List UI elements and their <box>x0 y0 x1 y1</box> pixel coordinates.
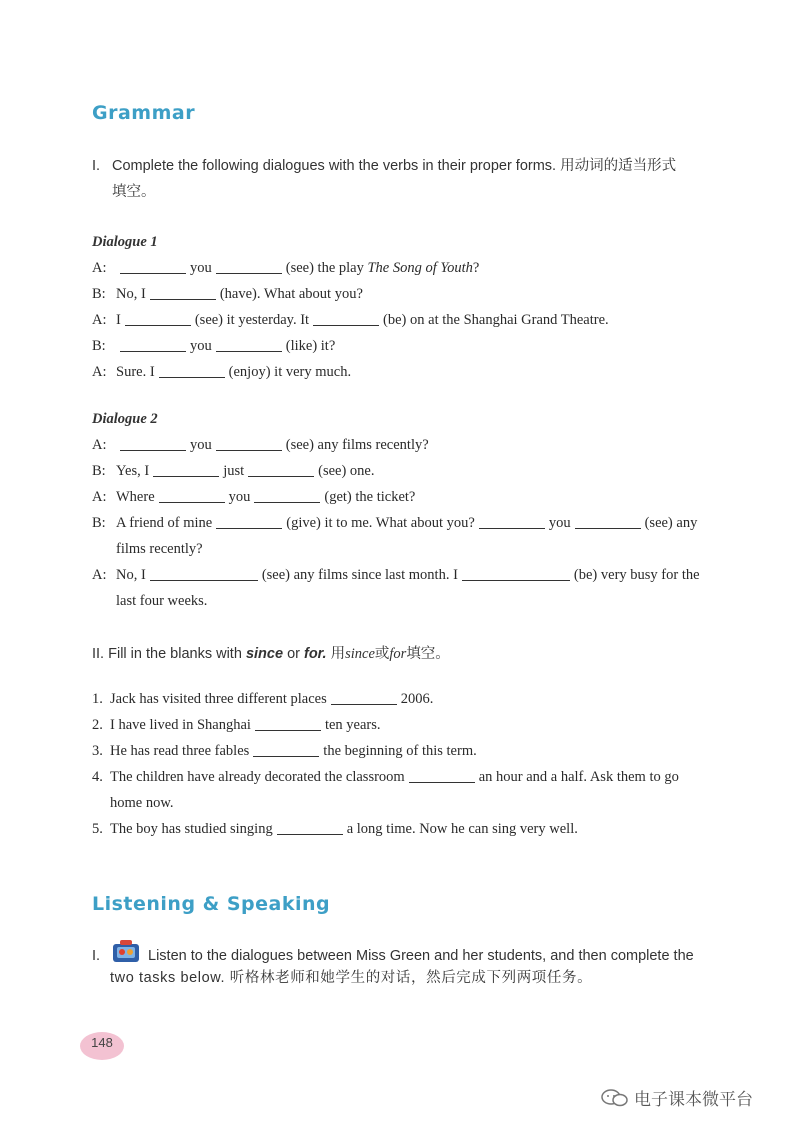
speaker: A: <box>92 260 107 276</box>
watermark <box>600 1085 753 1110</box>
sentence-4-cont: home now. <box>110 795 174 811</box>
task1-instruction-line2: 填空。 <box>112 184 156 200</box>
speaker: A: <box>92 489 107 505</box>
dialogue2-line5-cont: last four weeks. <box>116 593 208 609</box>
blank[interactable] <box>331 690 397 705</box>
page-number-badge <box>80 1032 124 1060</box>
text: since <box>345 646 375 662</box>
text: (have). What about you? <box>219 286 363 302</box>
blank[interactable] <box>159 363 225 378</box>
text: The boy has studied singing <box>110 821 273 837</box>
text: (give) it to me. What about you? <box>286 515 475 531</box>
text: (see) any films since last month. I <box>261 567 458 583</box>
dialogue2-line1 <box>92 432 700 458</box>
blank[interactable] <box>253 742 319 757</box>
speaker: A: <box>92 312 107 328</box>
blank[interactable] <box>216 514 282 529</box>
keyword-for: for. <box>304 646 327 662</box>
text: just <box>223 463 245 479</box>
dialogue1 <box>92 255 609 385</box>
text: Jack has visited three different places <box>110 691 327 707</box>
task2-numeral: II. <box>92 646 105 662</box>
text: A friend of mine <box>116 515 213 531</box>
text: or <box>287 646 300 662</box>
blank[interactable] <box>248 462 314 477</box>
text: you <box>190 437 212 453</box>
text: (see) any films recently? <box>285 437 429 453</box>
play-title: The Song of Youth <box>367 260 473 276</box>
blank[interactable] <box>150 566 258 581</box>
text: (be) very busy for the <box>573 567 700 583</box>
blank[interactable] <box>479 514 545 529</box>
listening-instruction-line1: Listen to the dialogues between Miss Green and her students, and then complete the <box>148 948 694 964</box>
blank[interactable] <box>216 259 282 274</box>
speaker: B: <box>92 463 106 479</box>
text: (see) one. <box>318 463 375 479</box>
text: I have lived in Shanghai <box>110 717 251 733</box>
blank[interactable] <box>159 488 225 503</box>
text: I <box>116 312 121 328</box>
blank[interactable] <box>254 488 320 503</box>
text: you <box>228 489 251 505</box>
listening-instruction <box>148 945 748 967</box>
speaker: B: <box>92 515 106 531</box>
text: ? <box>472 260 480 276</box>
number: 3. <box>92 743 103 759</box>
text: ten years. <box>324 717 381 733</box>
speaker: A: <box>92 437 107 453</box>
text: (be) on at the Shanghai Grand Theatre. <box>383 312 609 328</box>
audio-icon[interactable] <box>110 938 144 964</box>
text: (enjoy) it very much. <box>228 364 352 380</box>
text: (like) it? <box>285 338 336 354</box>
sentence-1 <box>92 686 679 712</box>
blank[interactable] <box>153 462 219 477</box>
blank[interactable] <box>120 259 186 274</box>
sentence-3 <box>92 738 679 764</box>
text: Sure. I <box>116 364 155 380</box>
dialogue2 <box>92 432 700 614</box>
dialogue2-line4-cont: films recently? <box>116 541 203 557</box>
text: (get) the ticket? <box>324 489 416 505</box>
task2-instruction <box>92 643 450 665</box>
text: (see) any <box>644 515 698 531</box>
text: you <box>190 260 212 276</box>
blank[interactable] <box>125 311 191 326</box>
blank[interactable] <box>575 514 641 529</box>
dialogue1-line5 <box>92 359 609 385</box>
text: 填空。 <box>406 646 450 662</box>
text: 用 <box>330 646 346 662</box>
blank[interactable] <box>255 716 321 731</box>
number: 4. <box>92 769 103 785</box>
text: The children have already decorated the classroom <box>110 769 405 785</box>
number: 1. <box>92 691 103 707</box>
speaker: B: <box>92 338 106 354</box>
number: 2. <box>92 717 103 733</box>
blank[interactable] <box>277 820 343 835</box>
text: Where <box>116 489 155 505</box>
speaker: B: <box>92 286 106 302</box>
dialogue2-line4 <box>92 510 700 536</box>
text: you <box>548 515 571 531</box>
text: 或 <box>374 646 390 662</box>
text: the beginning of this term. <box>323 743 477 759</box>
dialogue2-line2 <box>92 458 700 484</box>
listening-instruction-line2: two tasks below. 听格林老师和她学生的对话，然后完成下列两项任务。 <box>110 970 593 986</box>
blank[interactable] <box>409 768 475 783</box>
dialogue2-line5 <box>92 562 700 588</box>
text: (see) it yesterday. It <box>194 312 310 328</box>
text: 2006. <box>400 691 434 707</box>
dialogue1-title: Dialogue 1 <box>92 234 158 250</box>
dialogue2-title: Dialogue 2 <box>92 411 158 427</box>
blank[interactable] <box>462 566 570 581</box>
number: 5. <box>92 821 103 837</box>
text: Fill in the blanks with <box>108 646 242 662</box>
watermark-text: 电子课本微平台 <box>634 1090 753 1110</box>
sentence-5 <box>92 816 679 842</box>
grammar-heading: Grammar <box>92 102 196 124</box>
wechat-icon <box>600 1087 630 1109</box>
task1-instruction-line1: Complete the following dialogues with the verbs in their proper forms. 用动词的适当形式 <box>112 158 677 174</box>
dialogue1-line3 <box>92 307 609 333</box>
blank[interactable] <box>216 337 282 352</box>
task1-instruction <box>112 155 732 203</box>
blank[interactable] <box>150 285 216 300</box>
dialogue1-line2 <box>92 281 609 307</box>
task1-numeral: I. <box>92 158 101 174</box>
sentence-2 <box>92 712 679 738</box>
dialogue1-line4 <box>92 333 609 359</box>
dialogue1-line1 <box>92 255 609 281</box>
text: an hour and a half. Ask them to go <box>478 769 679 785</box>
listening-numeral: I. <box>92 948 101 964</box>
sentence-4 <box>92 764 679 790</box>
blank[interactable] <box>120 436 186 451</box>
text: for <box>389 646 407 662</box>
blank[interactable] <box>313 311 379 326</box>
speaker: A: <box>92 364 107 380</box>
text: He has read three fables <box>110 743 250 759</box>
text: you <box>190 338 212 354</box>
keyword-since: since <box>245 646 284 662</box>
speaker: A: <box>92 567 107 583</box>
text: No, I <box>116 567 146 583</box>
listening-heading: Listening & Speaking <box>92 893 331 915</box>
text: a long time. Now he can sing very well. <box>346 821 578 837</box>
page-number: 148 <box>91 1035 113 1050</box>
sentences <box>92 686 679 842</box>
blank[interactable] <box>216 436 282 451</box>
text: Yes, I <box>116 463 150 479</box>
blank[interactable] <box>120 337 186 352</box>
dialogue2-line3 <box>92 484 700 510</box>
text: (see) the play <box>285 260 364 276</box>
text: No, I <box>116 286 146 302</box>
